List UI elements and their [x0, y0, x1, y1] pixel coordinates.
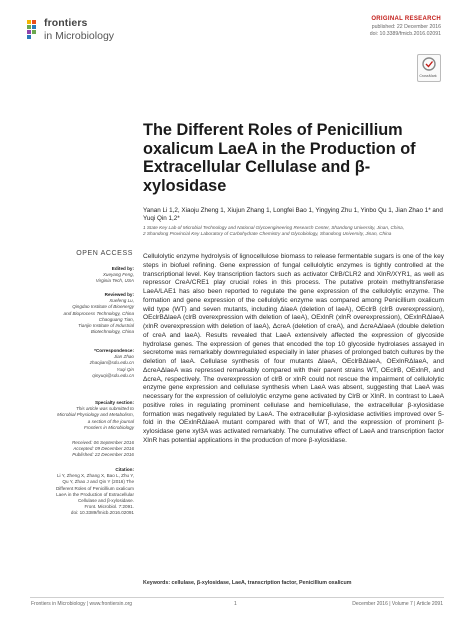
affiliation-1: 1 State Key Lab of Microbial Technology and National Glycoengineering Research Center, Shandong University, Jinan, China, [143, 225, 405, 230]
edited-by: Xueyang Feng, Virginia Tech, USA [95, 272, 134, 284]
reviewed-by-label: Reviewed by: [104, 292, 134, 297]
correspondence-block [55, 348, 134, 379]
reviewed-by: Xuefeng Lu, Qingdao Institute of Bioenergy and Bioprocess Technology, China Chaoguang Tian, Tianjin Institute of Industrial Biotechnology, China [63, 298, 134, 335]
frontiers-logo-icon [26, 18, 40, 42]
affiliations [143, 225, 443, 238]
dates-block [55, 440, 134, 459]
keywords: Keywords: cellulase, β-xylosidase, LaeA, transcription factor, Penicillium oxalicum [143, 580, 352, 586]
citation-block [55, 467, 134, 517]
specialty: This article was submitted to Microbial Physiology and Metabolism, a section of the journal Frontiers in Microbiology [57, 406, 134, 430]
article-type: ORIGINAL RESEARCH [371, 16, 441, 22]
specialty-block [55, 400, 134, 431]
footer-journal[interactable]: Frontiers in Microbiology | www.frontiersin.org [31, 601, 133, 607]
correspondence-label: *Correspondence: [94, 348, 134, 353]
footer-divider [30, 597, 444, 598]
open-access-label: OPEN ACCESS [76, 250, 133, 257]
edited-by-block [55, 266, 134, 285]
title-text: The Different Roles of Penicillium oxalicum LaeA in the Production of Extracellular Cellulase and β-xylosidase [143, 121, 416, 195]
affiliation-2: 2 Shandong Provincial Key Laboratory of Carbohydrate Chemistry and Glycobiology, Shandong University, Jinan, China [143, 231, 392, 237]
edited-by-label: Edited by: [111, 266, 134, 271]
crossmark-icon [418, 55, 440, 73]
correspondence: Jian Zhao zhaojian@sdu.edu.cn Yuqi Qin qinyuqi@sdu.edu.cn [89, 354, 134, 378]
paper-title [143, 121, 443, 195]
crossmark-label: CrossMark [419, 74, 437, 78]
reviewed-by-block [55, 292, 134, 335]
page-number: 1 [234, 601, 237, 607]
doi-link[interactable]: doi: 10.3389/fmicb.2016.02091 [369, 31, 441, 37]
dates: Received: 06 September 2016 Accepted: 09 December 2016 Published: 22 December 2016 [71, 440, 134, 458]
abstract: Cellulolytic enzyme hydrolysis of lignocellulose biomass to release fermentable sugars is one of the key steps in biofuel refining. Gene expression of fungal cellulolytic enzymes is tightly controlled at the transcriptional level. Key transcription factors such as activator ClrB/CLR2 and XlnR/XYR1, as well as repressor CreA/CRE1 play crucial roles in this process. The putative protein methyltransferase LaeA/LAE1 has also been reported to regulate the gene expression of the cellulolytic enzyme. The formation and gene expression of the cellulolytic enzyme was compared among Penicillium oxalicum wild type (WT) and seven mutants, including ΔlaeA (deletion of laeA), OEclrB (clrB overexpression), OEclrBΔlaeA (clrB overexpression with deletion of laeA), OExlnR (xlnR overexpression), OExlnRΔlaeA (xlnR overexpression with deletion of laeA), ΔcreA (deletion of creA), and ΔcreAΔlaeA (double deletion of creA and laeA). Results revealed that LaeA extensively affected the expression of glycoside hydrolase genes. The expression of genes that encoded the top 10 glycoside hydrolases assayed in secretome was remarkably downregulated especially in later phases of prolonged batch cultures by the deletion of laeA. Cellulase synthesis of four mutants ΔlaeA, OEclrBΔlaeA, OExlnRΔlaeA, and ΔcreAΔlaeA was repressed remarkably compared with their parent strains WT, OEclrB, OExlnR, and ΔcreA, respectively. The overexpression of clrB or xlnR could not rescue the impairment of cellulolytic enzyme gene expression and cellulase synthesis when LaeA was absent, suggesting that LaeA was necessary for the expression of cellulolytic enzyme gene activated by ClrB or XlnR. In contrast to LaeA positive roles in regulating prominent cellulase and hemicellulase, the extracellular β-xylosidase formation was negatively regulated by LaeA. The extracellular β-xylosidase activities improved over 5-fold in the OExlnRΔlaeA mutant compared with that of WT, and the expression of prominent β-xylosidase gene xyl3A was activated remarkably. The cumulative effect of LaeA and transcription factor XlnR has potential applications in the production of more β-xylosidase. [143, 253, 444, 444]
specialty-label: Specialty section: [94, 400, 134, 405]
journal-name: in Microbiology [44, 30, 115, 42]
journal-brand: frontiers [44, 17, 88, 29]
footer-issue: December 2016 | Volume 7 | Article 2091 [352, 601, 443, 607]
citation-label: Citation: [115, 467, 134, 472]
citation: Li Y, Zheng X, Zhang X, Bao L, Zhu Y, Qu Y, Zhao J and Qin Y (2016) The Different Roles of Penicillium oxalicum LaeA in the Production of Extracellular Cellulase and β-xylosidase. Front. Microbiol. 7:2091. doi: 10.3389/fmicb.2016.02091 [55, 473, 134, 516]
published-date: published: 22 December 2016 [371, 24, 441, 30]
author-list: Yanan Li 1,2, Xiaoju Zheng 1, Xiujun Zhang 1, Longfei Bao 1, Yingying Zhu 1, Yinbo Qu 1, Jian Zhao 1* and Yuqi Qin 1,2* [143, 207, 443, 223]
